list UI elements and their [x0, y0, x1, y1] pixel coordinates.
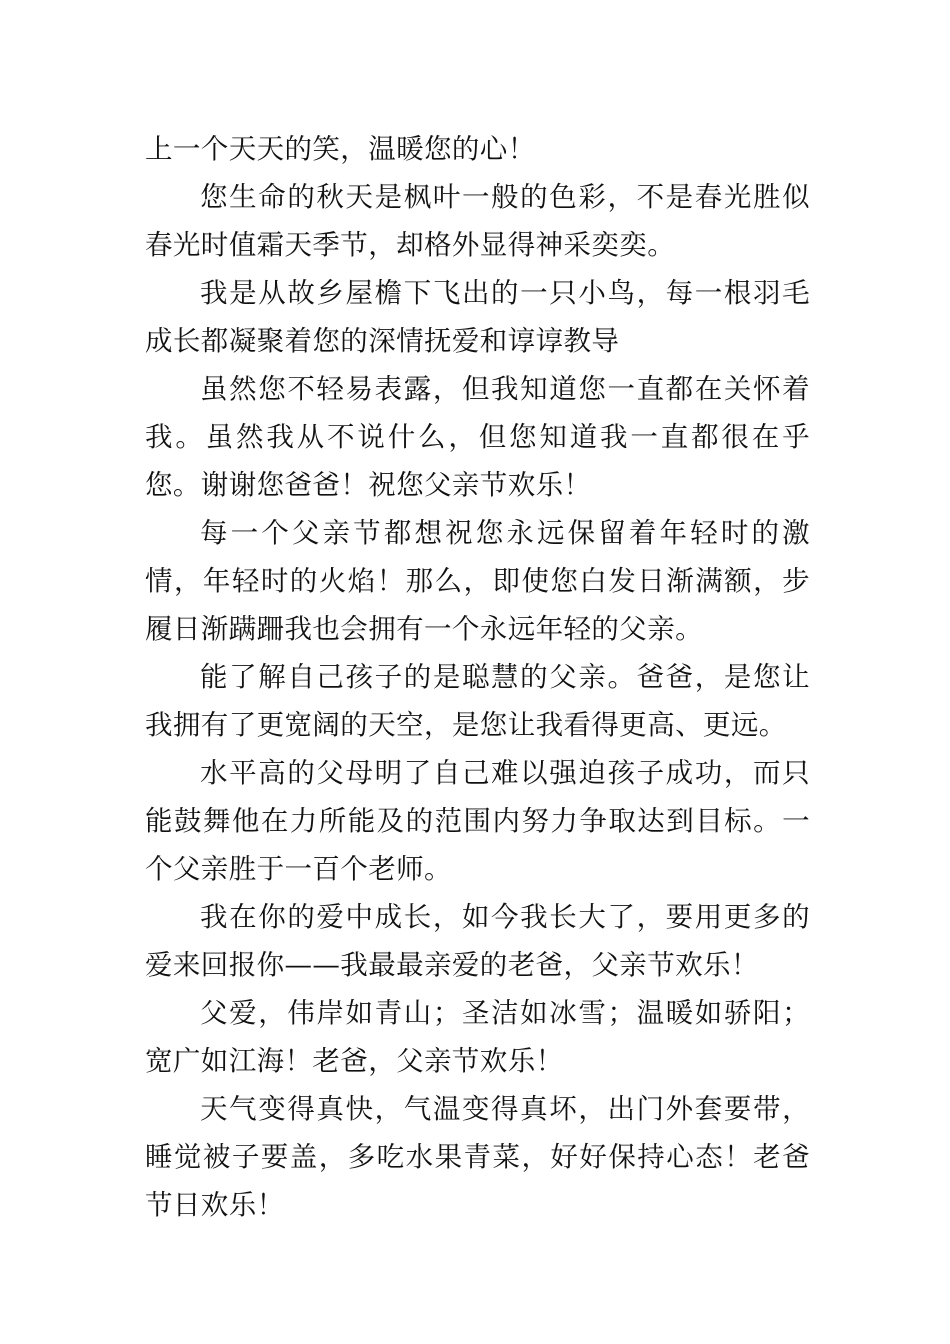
paragraph: 虽然您不轻易表露，但我知道您一直都在关怀着我。虽然我从不说什么，但您知道我一直都很在乎您。谢谢您爸爸！祝您父亲节欢乐！ — [145, 373, 810, 501]
paragraph: 您生命的秋天是枫叶一般的色彩，不是春光胜似春光时值霜天季节，却格外显得神采奕奕。 — [145, 181, 810, 261]
paragraph: 每一个父亲节都想祝您永远保留着年轻时的激情，年轻时的火焰！那么，即使您白发日渐满额，步履日渐蹒跚我也会拥有一个永远年轻的父亲。 — [145, 517, 810, 645]
paragraph: 能了解自己孩子的是聪慧的父亲。爸爸，是您让我拥有了更宽阔的天空，是您让我看得更高、更远。 — [145, 661, 810, 741]
document-body — [145, 125, 810, 1229]
paragraph-continuation: 上一个天天的笑，温暖您的心！ — [145, 133, 536, 165]
paragraph: 我在你的爱中成长，如今我长大了，要用更多的爱来回报你——我最最亲爱的老爸，父亲节欢乐！ — [145, 901, 810, 981]
paragraph: 水平高的父母明了自己难以强迫孩子成功，而只能鼓舞他在力所能及的范围内努力争取达到目标。一个父亲胜于一百个老师。 — [145, 757, 810, 885]
paragraph: 天气变得真快，气温变得真坏，出门外套要带，睡觉被子要盖，多吃水果青菜，好好保持心态！老爸节日欢乐！ — [145, 1093, 810, 1221]
paragraph: 父爱，伟岸如青山；圣洁如冰雪；温暖如骄阳；宽广如江海！老爸，父亲节欢乐！ — [145, 997, 810, 1077]
paragraph: 我是从故乡屋檐下飞出的一只小鸟，每一根羽毛成长都凝聚着您的深情抚爱和谆谆教导 — [145, 277, 810, 357]
